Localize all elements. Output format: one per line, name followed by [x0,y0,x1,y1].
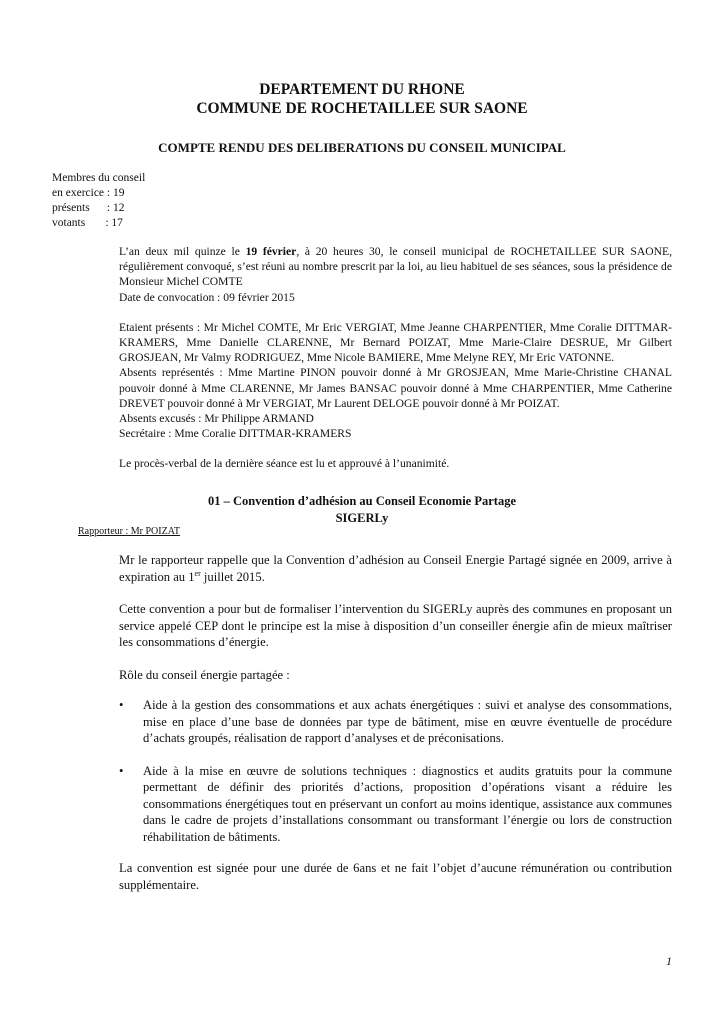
paragraph-expiration [119,552,672,585]
paragraph-duration: La convention est signée pour une durée de 6ans et ne fait l’objet d’aucune rémunération ou contribution supplémentaire. [119,861,672,892]
intro-text-a: L’an deux mil quinze le [119,245,246,258]
list-item [119,697,672,747]
attendees-excused: Absents excusés : Mr Philippe ARMAND [119,412,314,426]
report-subtitle: COMPTE RENDU DES DELIBERATIONS DU CONSEIL MUNICIPAL [158,140,566,155]
list-item-text: Aide à la gestion des consommations et aux achats énergétiques : suivi et analyse des consommations, mise en place d’une base de données par type de bâtiment, mise en œuvre éventuelle de procédure d’achats groupés, réalisation de rapport d’analyses et de préconisations. [143,698,672,745]
intro-paragraph [119,244,672,290]
section-body [119,552,672,683]
bullet-icon: • [119,698,124,712]
minutes-approval: Le procès-verbal de la dernière séance est lu et approuvé à l’unanimité. [119,457,450,471]
paragraph-role: Rôle du conseil énergie partagée : [119,667,290,682]
department-title: DEPARTEMENT DU RHONE [259,81,465,98]
attendees-represented: Absents représentés : Mme Martine PINON pouvoir donné à Mr GROSJEAN, Mme Marie-Christine CHANAL pouvoir donné à Mme CLARENNE, Mr James BANSAC pouvoir donné à Mme CHARPENTIER, Mme Catherine DREVET pouvoir donné à Mr VERGIAT, Mr Laurent DELOGE pouvoir donné à Mr POIZAT. [119,366,672,410]
members-voting: votants : 17 [52,217,123,229]
meeting-date: 19 février [245,245,297,258]
members-in-office: en exercice : 19 [52,187,125,199]
list-item [119,763,672,846]
members-present: présents : 12 [52,202,125,214]
expiration-text-b: juillet 2015. [200,569,265,584]
members-summary [52,171,145,231]
list-item-text: Aide à la mise en œuvre de solutions techniques : diagnostics et audits gratuits pour la commune permettant de définir des priorités d’actions, proposition d’opérations visant a réduire les consommations énergétiques tout en préservant un confort au moins identique, assistance aux communes dans le cadre de projets d’installations consommant ou transformant l’énergie ou lors de construction réhabilitation de bâtiments. [143,763,672,844]
section-subtitle: SIGERLy [335,511,389,525]
convocation-date: Date de convocation : 09 février 2015 [119,290,295,304]
rapporteur: Rapporteur : Mr POIZAT [78,526,180,537]
page-number: 1 [666,954,672,968]
intro-text-b: , à 20 heures 30, le conseil municipal de ROCHETAILLEE SUR SAONE, régulièrement convoqué, s’est réuni au nombre prescrit par la loi, au lieu habituel de ses séances, sous la présidence de Monsieur Michel COMTE [119,245,672,289]
expiration-text-a: Mr le rapporteur rappelle que la Convention d’adhésion au Conseil Energie Partagé signée en 2009, arrive à expiration au 1 [119,553,672,584]
bullet-icon: • [119,763,124,778]
superscript: er [194,568,201,578]
attendees-present: Etaient présents : Mr Michel COMTE, Mr Eric VERGIAT, Mme Jeanne CHARPENTIER, Mme Coralie DITTMAR-KRAMERS, Mme Danielle CLARENNE, Mr Bernard POIZAT, Mme Marie-Claire DESRUE, Mr Gilbert GROSJEAN, Mr Valmy RODRIGUEZ, Mme Nicole BAMIERE, Mme Melyne REY, Mr Eric VATONNE. [119,320,672,365]
members-heading: Membres du conseil [52,172,146,184]
role-list [119,697,672,845]
paragraph-purpose: Cette convention a pour but de formaliser l’intervention du SIGERLy auprès des communes en proposant un service appelé CEP dont le principe est la mise à disposition d’un conseiller énergie afin de mieux maîtriser les consommations d’énergie. [119,602,672,649]
commune-title: COMMUNE DE ROCHETAILLEE SUR SAONE [196,100,528,117]
section-title: 01 – Convention d’adhésion au Conseil Economie Partage [207,494,516,508]
secretary: Secrétaire : Mme Coralie DITTMAR-KRAMERS [119,427,352,441]
meeting-intro [119,244,672,472]
